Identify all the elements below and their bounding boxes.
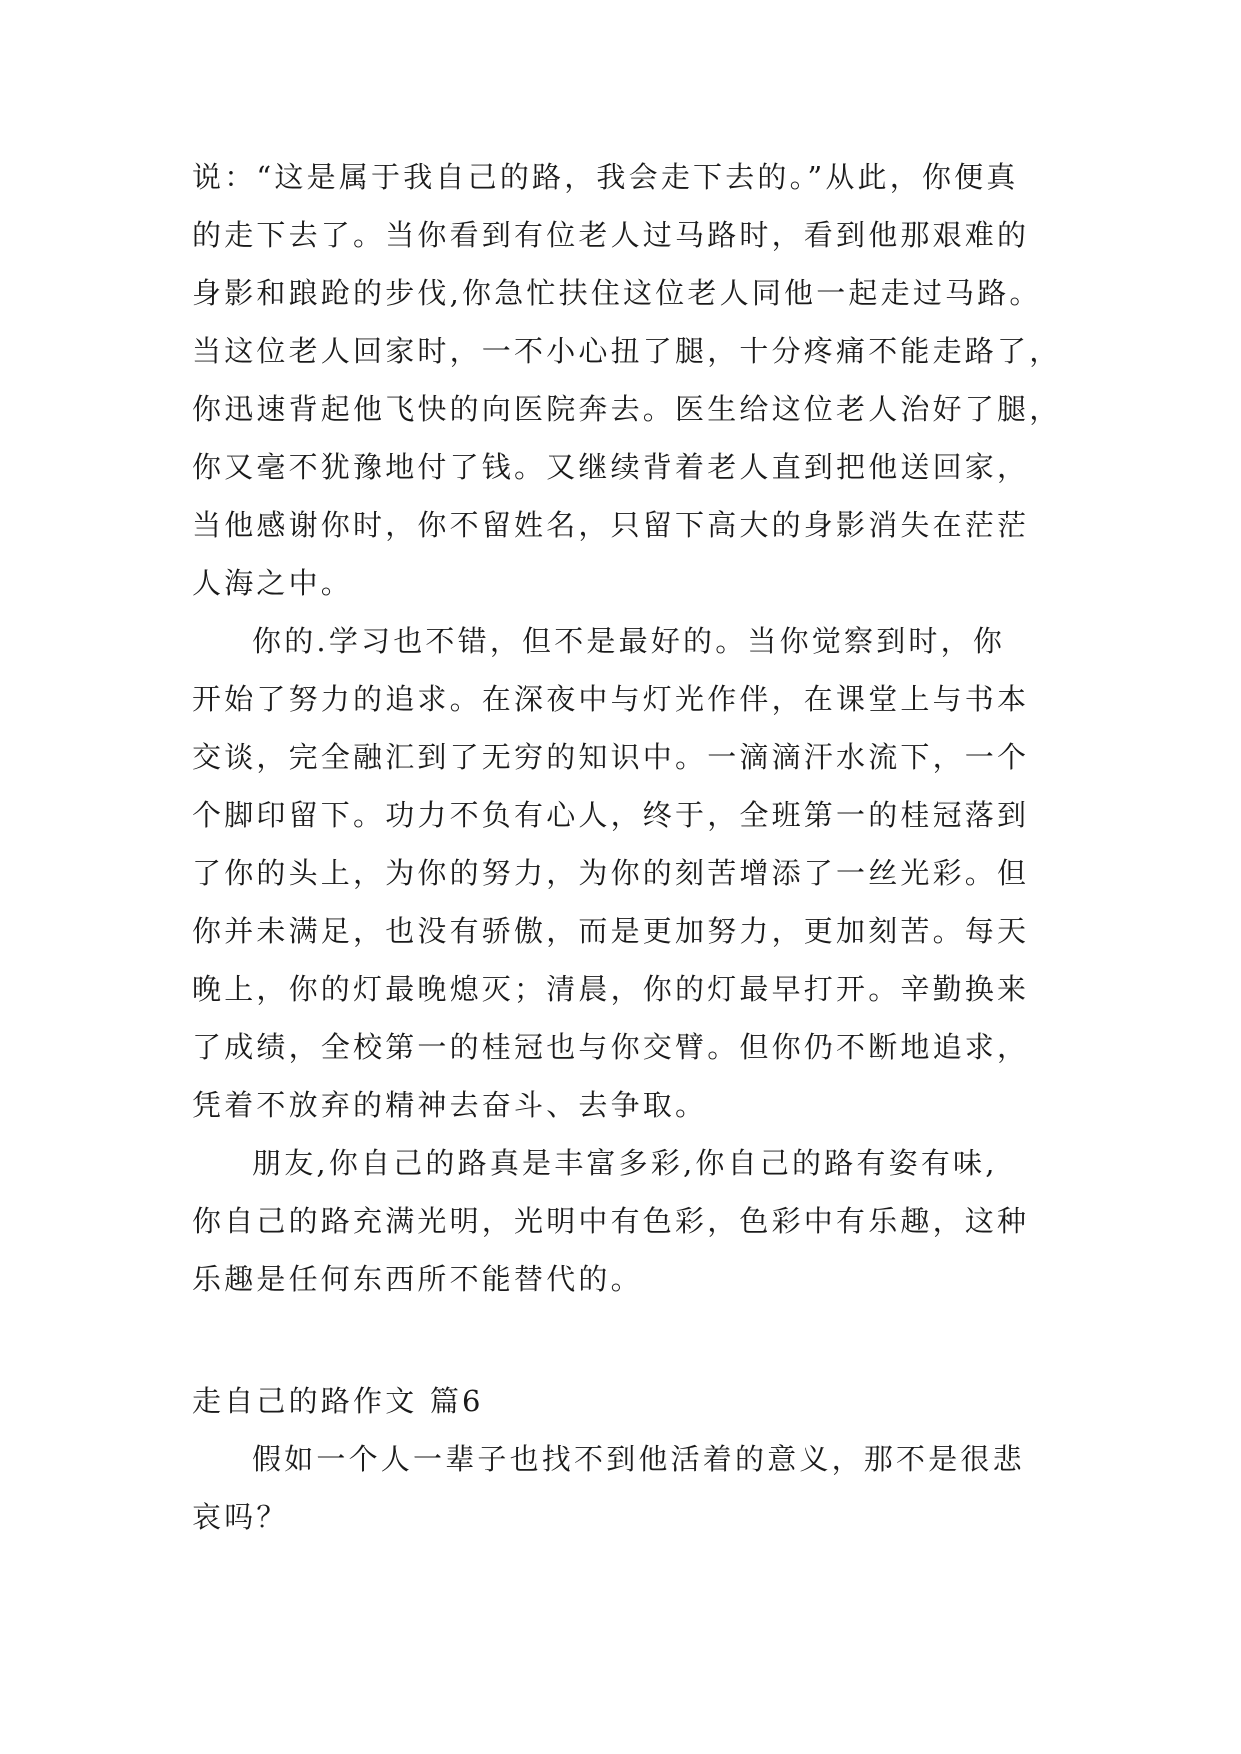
text-line: 说：“这是属于我自己的路，我会走下去的。”从此，你便真 (192, 160, 1019, 194)
text-line: 交谈，完全融汇到了无穷的知识中。一滴滴汗水流下，一个 (192, 740, 1030, 774)
text-line: 凭着不放弃的精神去奋斗、去争取。 (192, 1088, 708, 1122)
section-heading: 走自己的路作文 篇6 (192, 1384, 484, 1418)
paragraph-first-line: 假如一个人一辈子也找不到他活着的意义，那不是很悲 (252, 1442, 1025, 1476)
paragraph-first-line: 朋友,你自己的路真是丰富多彩,你自己的路有姿有味, (252, 1146, 998, 1180)
text-line: 乐趣是任何东西所不能替代的。 (192, 1262, 643, 1296)
text-line: 晚上，你的灯最晚熄灭；清晨，你的灯最早打开。辛勤换来 (192, 972, 1030, 1006)
text-line: 开始了努力的追求。在深夜中与灯光作伴，在课堂上与书本 (192, 682, 1030, 716)
text-line: 哀吗？ (192, 1500, 289, 1534)
text-line: 了你的头上，为你的努力，为你的刻苦增添了一丝光彩。但 (192, 856, 1030, 890)
text-line: 你又毫不犹豫地付了钱。又继续背着老人直到把他送回家， (192, 450, 1030, 484)
text-line: 当他感谢你时，你不留姓名，只留下高大的身影消失在茫茫 (192, 508, 1030, 542)
text-line: 身影和踉跄的步伐,你急忙扶住这位老人同他一起走过马路。 (192, 276, 1042, 310)
text-line: 了成绩，全校第一的桂冠也与你交臂。但你仍不断地追求， (192, 1030, 1030, 1064)
text-line: 你迅速背起他飞快的向医院奔去。医生给这位老人治好了腿， (192, 392, 1062, 426)
text-line: 当这位老人回家时，一不小心扭了腿，十分疼痛不能走路了， (192, 334, 1062, 368)
paragraph-first-line: 你的.学习也不错，但不是最好的。当你觉察到时，你 (252, 624, 1006, 658)
text-line: 人海之中。 (192, 566, 354, 600)
text-line: 你并未满足，也没有骄傲，而是更加努力，更加刻苦。每天 (192, 914, 1030, 948)
text-line: 个脚印留下。功力不负有心人，终于，全班第一的桂冠落到 (192, 798, 1030, 832)
text-line: 你自己的路充满光明，光明中有色彩，色彩中有乐趣，这种 (192, 1204, 1030, 1238)
text-line: 的走下去了。当你看到有位老人过马路时，看到他那艰难的 (192, 218, 1030, 252)
